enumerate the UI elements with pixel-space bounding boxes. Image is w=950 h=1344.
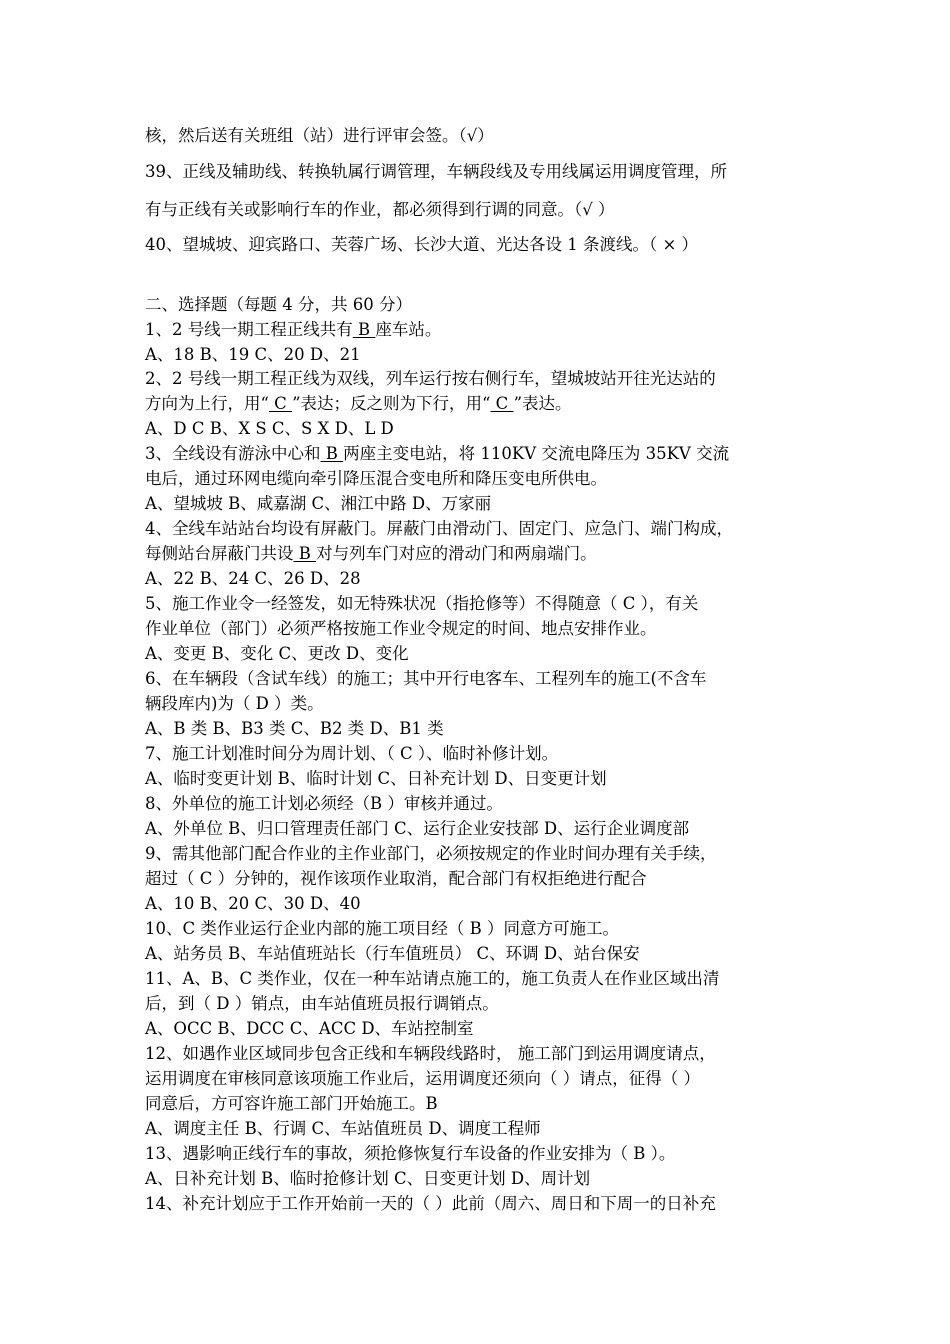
- question-text: 对与列车门对应的滑动门和两扇端门。: [316, 544, 597, 563]
- question-11-line-2: 后，到（ D ）销点，由车站值班员报行调销点。: [145, 994, 499, 1013]
- question-text: ”表达；反之则为下行，用“: [292, 394, 491, 413]
- question-12-line-3: 同意后，方可容许施工部门开始施工。B: [145, 1094, 438, 1113]
- question-9: 9、需其他部门配合作业的主作业部门，必须按规定的作业时间办理有关手续，: [145, 844, 717, 863]
- section-title: 二、选择题（每题 4 分，共 60 分）: [145, 295, 412, 314]
- question-8: 8、外单位的施工计划必须经（B ）审核并通过。: [145, 794, 503, 813]
- question-10: 10、C 类作业运行企业内部的施工项目经（ B ）同意方可施工。: [145, 919, 619, 938]
- judgement-line: 有与正线有关或影响行车的作业，都必须得到行调的同意。（√ ）: [145, 200, 615, 219]
- question-7: 7、施工计划准时间分为周计划、（ C ）、临时补修计划。: [145, 744, 559, 763]
- question-4-options: A、22 B、24 C、26 D、28: [145, 569, 361, 588]
- question-5-options: A、变更 B、变化 C、更改 D、变化: [145, 644, 409, 663]
- question-6-line-2: 辆段库内)为（ D ）类。: [145, 694, 324, 713]
- question-12-line-2: 运用调度在审核同意该项施工作业后，运用调度还须向（ ）请点，征得（ ）: [145, 1069, 700, 1088]
- question-2-options: A、D C B、X S C、S X D、L D: [145, 419, 394, 438]
- question-3-line-2: 电后，通过环网电缆向牵引降压混合变电所和降压变电所供电。: [145, 469, 607, 488]
- judgement-line: 39、正线及辅助线、转换轨属行调管理，车辆段线及专用线属运用调度管理，所: [145, 162, 727, 181]
- question-2: 2、2 号线一期工程正线为双线，列车运行按右侧行车，望城坡站开往光达站的: [145, 369, 716, 388]
- question-8-options: A、外单位 B、归口管理责任部门 C、运行企业安技部 D、运行企业调度部: [145, 819, 690, 838]
- question-text: 两座主变电站，将 110KV 交流电降压为 35KV 交流: [343, 444, 730, 463]
- question-1: [145, 319, 441, 341]
- answer-blank: B: [320, 444, 344, 463]
- question-14: 14、补充计划应于工作开始前一天的（ ）此前（周六、周日和下周一的日补充: [145, 1194, 716, 1213]
- answer-blank: C: [268, 394, 293, 413]
- judgement-line: 核，然后送有关班组（站）进行评审会签。（√）: [145, 126, 494, 145]
- question-7-options: A、临时变更计划 B、临时计划 C、日补充计划 D、日变更计划: [145, 769, 607, 788]
- question-9-options: A、10 B、20 C、30 D、40: [145, 894, 361, 913]
- question-6-options: A、B 类 B、B3 类 C、B2 类 D、B1 类: [145, 719, 444, 738]
- answer-blank: C: [490, 394, 514, 413]
- question-9-line-2: 超过（ C ）分钟的，视作该项作业取消，配合部门有权拒绝进行配合: [145, 869, 647, 888]
- question-text: 3、全线设有游泳中心和: [145, 444, 321, 463]
- judgement-line: 40、望城坡、迎宾路口、芙蓉广场、长沙大道、光达各设 1 条渡线。（ × ）: [145, 235, 699, 254]
- question-text: 座车站。: [375, 320, 442, 339]
- question-13-options: A、日补充计划 B、临时抢修计划 C、日变更计划 D、周计划: [145, 1169, 591, 1188]
- question-12: 12、如遇作业区域同步包含正线和车辆段线路时， 施工部门到运用调度请点，: [145, 1044, 716, 1063]
- question-text: 1、2 号线一期工程正线共有: [145, 320, 353, 339]
- question-11-options: A、OCC B、DCC C、ACC D、车站控制室: [145, 1019, 474, 1038]
- question-5: 5、施工作业令一经签发，如无特殊状况（指抢修等）不得随意（ C ），有关: [145, 594, 699, 613]
- question-2-line-2: [145, 393, 572, 415]
- question-1-options: A、18 B、19 C、20 D、21: [145, 345, 361, 364]
- question-6: 6、在车辆段（含试车线）的施工；其中开行电客车、工程列车的施工(不含车: [145, 669, 707, 688]
- question-10-options: A、站务员 B、车站值班站长（行车值班员） C、环调 D、站台保安: [145, 944, 640, 963]
- question-text: ”表达。: [513, 394, 572, 413]
- question-4: 4、全线车站站台均设有屏蔽门。屏蔽门由滑动门、固定门、应急门、端门构成，: [145, 519, 733, 538]
- question-3-options: A、望城坡 B、咸嘉湖 C、湘江中路 D、万家丽: [145, 494, 492, 513]
- question-13: 13、遇影响正线行车的事故，须抢修恢复行车设备的作业安排为（ B ）。: [145, 1144, 676, 1163]
- question-text: 方向为上行，用“: [145, 394, 269, 413]
- answer-blank: B: [352, 320, 376, 339]
- question-11: 11、A、B、C 类作业，仅在一种车站请点施工的，施工负责人在作业区域出清: [145, 969, 720, 988]
- question-3: [145, 443, 729, 465]
- question-5-line-2: 作业单位（部门）必须严格按施工作业令规定的时间、地点安排作业。: [145, 619, 657, 638]
- question-text: 每侧站台屏蔽门共设: [145, 544, 294, 563]
- question-4-line-2: [145, 543, 597, 565]
- question-12-options: A、调度主任 B、行调 C、车站值班员 D、调度工程师: [145, 1119, 541, 1138]
- answer-blank: B: [293, 544, 317, 563]
